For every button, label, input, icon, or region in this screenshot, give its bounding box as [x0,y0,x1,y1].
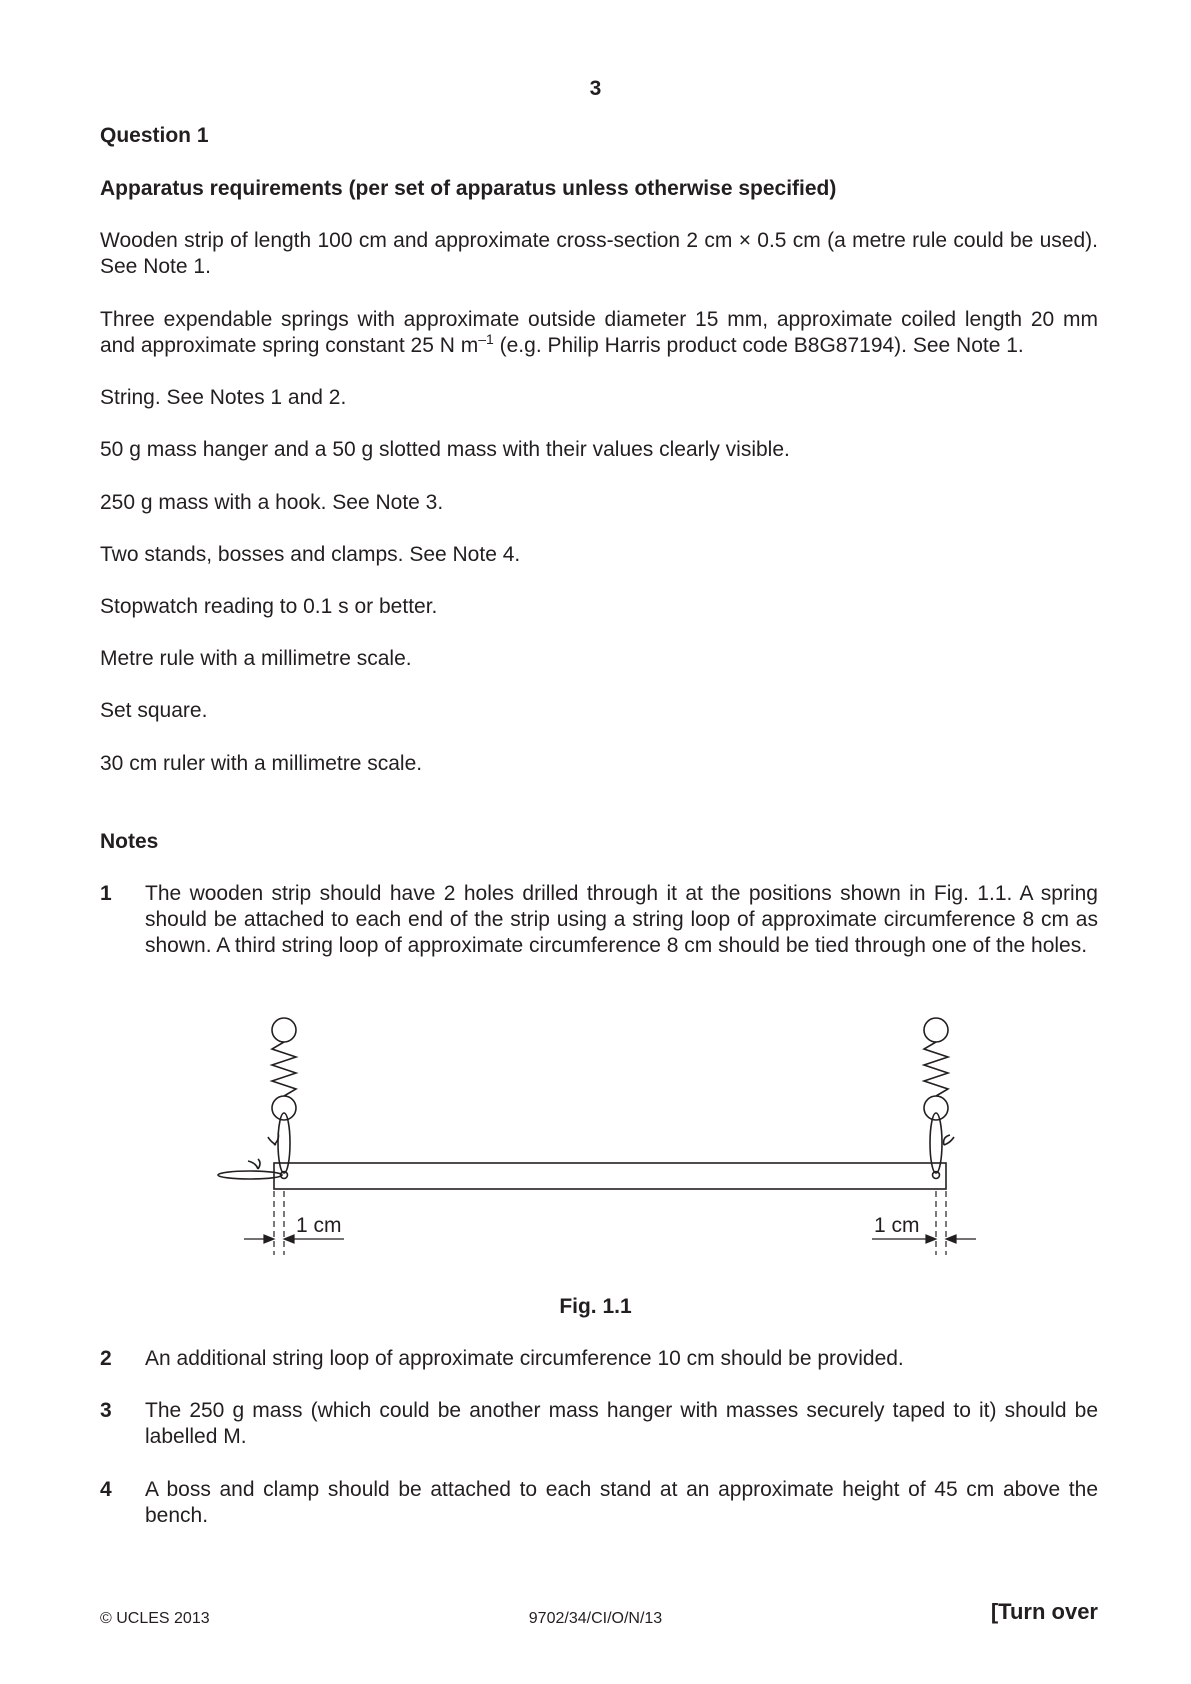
note-text: A boss and clamp should be attached to each stand at an approximate height of 45 cm above the bench. [145,1478,1098,1527]
left-string-loop [278,1113,290,1173]
apparatus-item-stands: Two stands, bosses and clamps. See Note 4. [100,543,521,566]
right-dim-label: 1 cm [874,1214,920,1237]
third-string-loop [218,1171,282,1179]
footer-turn-over: [Turn over [990,1599,1098,1624]
apparatus-item-250g-mass: 250 g mass with a hook. See Note 3. [100,491,444,514]
note-text: An additional string loop of approximate circumference 10 cm should be provided. [145,1347,904,1370]
springs-text-tail: (e.g. Philip Harris product code B8G87194). See Note 1. [493,334,1024,357]
note-text: The wooden strip should have 2 holes drilled through it at the positions shown in Fig. 1.1. A spring should be attached to each end of the strip using a string loop of approximate circumference 8 cm as shown. A third string loop of approximate circumference 8 cm should be tied through one of the holes. [145,882,1098,957]
apparatus-item-set-square: Set square. [100,699,208,722]
right-string-loop [930,1113,942,1173]
apparatus-item-mass-hanger: 50 g mass hanger and a 50 g slotted mass with their values clearly visible. [100,438,790,461]
figure-spring-strip-diagram [0,1005,1191,1275]
springs-text: Three expendable springs with approximate outside diameter 15 mm, approximate coiled length 20 mm and approximate spring constant 25 N m [100,308,1098,357]
apparatus-item-stopwatch: Stopwatch reading to 0.1 s or better. [100,595,438,618]
page-number: 3 [589,77,602,100]
question-title: Question 1 [100,124,209,147]
wooden-strip [274,1163,946,1189]
note-number: 2 [100,1347,112,1370]
apparatus-item-springs [100,307,1098,359]
apparatus-item-metre-rule: Metre rule with a millimetre scale. [100,647,412,670]
footer-paper-code: 9702/34/CI/O/N/13 [528,1610,663,1627]
right-spring-top-ring [924,1018,948,1042]
apparatus-item-string: String. See Notes 1 and 2. [100,386,347,409]
figure-caption: Fig. 1.1 [559,1295,632,1318]
springs-unit-superscript: –1 [478,331,494,347]
note-number: 4 [100,1478,112,1501]
right-loop-knot [944,1135,954,1145]
left-loop-knot [268,1133,279,1145]
note-number: 3 [100,1399,112,1422]
notes-heading: Notes [100,830,159,853]
right-spring-bottom-ring [924,1096,948,1120]
note-number: 1 [100,882,112,905]
right-spring-coil [924,1042,948,1096]
left-spring-top-ring [272,1018,296,1042]
apparatus-heading: Apparatus requirements (per set of apparatus unless otherwise specified) [100,177,837,200]
left-spring-coil [272,1042,296,1096]
apparatus-item-wooden-strip: Wooden strip of length 100 cm and approximate cross-section 2 cm × 0.5 cm (a metre rule could be used). See Note 1. [100,229,1098,278]
left-dim-label: 1 cm [296,1214,342,1237]
third-loop-knot [248,1159,260,1169]
left-spring-bottom-ring [272,1096,296,1120]
footer-copyright: © UCLES 2013 [100,1610,210,1627]
note-text: The 250 g mass (which could be another mass hanger with masses securely taped to it) should be labelled M. [145,1399,1098,1448]
apparatus-item-30cm-ruler: 30 cm ruler with a millimetre scale. [100,752,423,775]
